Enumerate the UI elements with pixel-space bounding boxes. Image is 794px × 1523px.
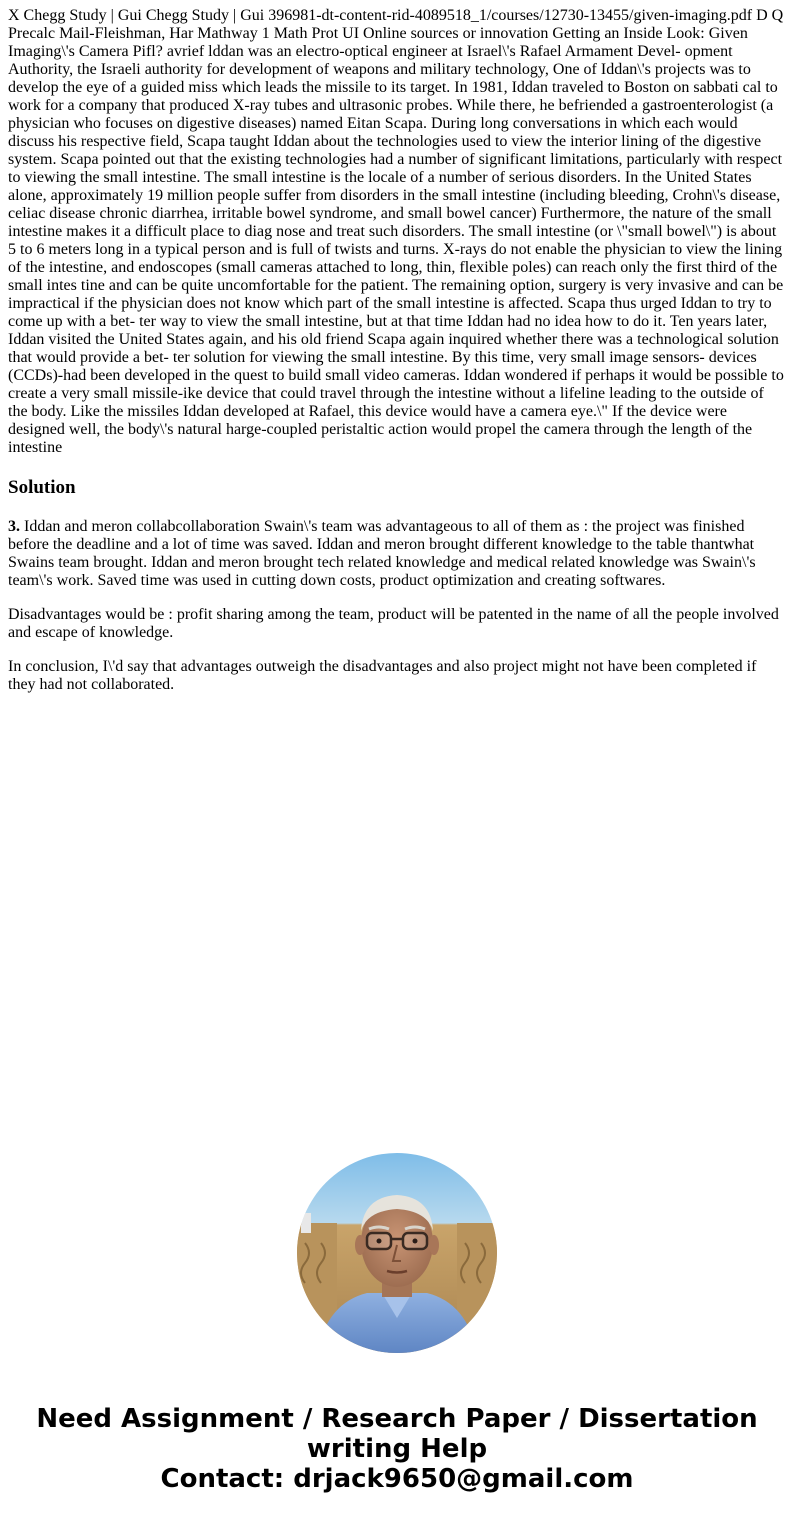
solution-paragraph-2: Disadvantages would be : profit sharing among the team, product will be patented in the name of all the people involved and escape of knowledge. <box>8 606 779 641</box>
author-avatar <box>297 1153 497 1353</box>
document-body <box>8 7 786 694</box>
author-portrait-image <box>297 1153 497 1353</box>
promo-contact-line: Contact: drjack9650@gmail.com <box>160 1464 634 1494</box>
solution-paragraph-3: In conclusion, I\'d say that advantages outweigh the disadvantages and also project might not have been completed if they had not collaborated. <box>8 658 757 693</box>
promo-banner <box>0 1404 794 1494</box>
promo-line-1: Need Assignment / Research Paper / Dissertation <box>36 1404 758 1434</box>
question-text: X Chegg Study | Gui Chegg Study | Gui 396981-dt-content-rid-4089518_1/courses/12730-13455/given-imaging.pdf D Q Precalc Mail-Fleishman, Har Mathway 1 Math Prot UI Online sources or innovation Getting an Inside Look: Given Imaging\'s Camera Pifl? avrief lddan was an electro-optical engineer at Israel\'s Rafael Armament Devel- opment Authority, the Israeli authority for development of weapons and military technology, One of Iddan\'s projects was to develop the eye of a guided miss which leads the missile to its target. In 1981, Iddan traveled to Boston on sabbati cal to work for a company that produced X-ray tubes and ultrasonic probes. While there, he befriended a gastroenterologist (a physician who focuses on digestive diseases) named Eitan Scapa. During long conversations in which each would discuss his respective field, Scapa taught Iddan about the technologies used to view the interior lining of the digestive system. Scapa pointed out that the existing technologies had a number of significant limitations, particularly with respect to viewing the small intestine. The small intestine is the locale of a number of serious disorders. In the United States alone, approximately 19 million people suffer from disorders in the small intestine (including bleeding, Crohn\'s disease, celiac disease chronic diarrhea, irritable bowel syndrome, and small bowel cancer) Furthermore, the nature of the small intestine makes it a difficult place to diag nose and treat such disorders. The small intestine (or \"small bowel\") is about 5 to 6 meters long in a typical person and is full of twists and turns. X-rays do not enable the physician to view the lining of the intestine, and endoscopes (small cameras attached to long, thin, flexible poles) can reach only the first third of the small intes tine and can be quite uncomfortable for the patient. The remaining option, surgery is very invasive and can be impractical if the physician does not know which part of the small intestine is affected. Scapa thus urged Iddan to try to come up with a bet- ter way to view the small intestine, but at that time Iddan had no idea how to do it. Ten years later, Iddan visited the United States again, and his old friend Scapa again inquired whether there was a technological solution that would provide a bet- ter solution for viewing the small intestine. By this time, very small image sensors- devices (CCDs)-had been developed in the quest to build small video cameras. Iddan wondered if perhaps it would be possible to create a very small missile-ike device that could travel through the intestine without a lifeline leading to the outside of the body. Like the missiles Iddan developed at Rafael, this device would have a camera eye.\" If the device were designed well, the body\'s natural harge-coupled peristaltic action would propel the camera through the length of the intestine <box>8 7 784 456</box>
solution-paragraph-1 <box>8 518 786 590</box>
solution-paragraph-1-text: Iddan and meron collabcollaboration Swain\'s team was advantageous to all of them as : the project was finished before the deadline and a lot of time was saved. Iddan and meron brought different knowledge to the table thantwhat Swains team brought. Iddan and meron brought tech related knowledge and medical related knowledge was Swain\'s team\'s work. Saved time was used in cutting down costs, product optimization and creating softwares. <box>8 518 756 589</box>
solution-number: 3. <box>8 518 20 535</box>
promo-line-2: writing Help <box>306 1434 488 1464</box>
solution-heading: Solution <box>8 477 76 498</box>
